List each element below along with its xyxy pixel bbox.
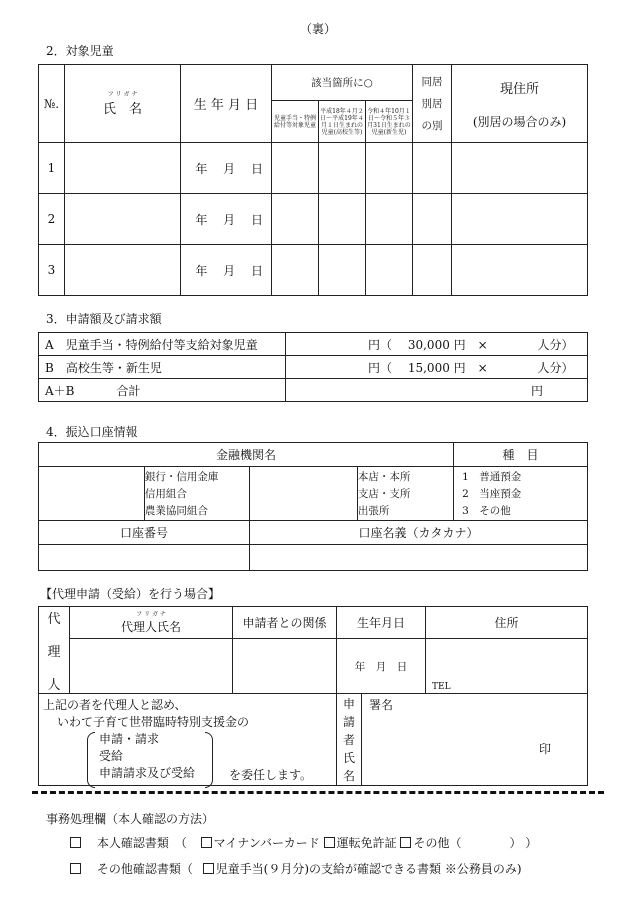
option-child-allowance-doc: 児童手当(９月分)の支給が確認できる書類 ※公務員のみ) (215, 862, 522, 876)
birth-cell[interactable]: 年 月 日 (181, 245, 272, 296)
proxy-address-header: 住所 (426, 607, 588, 639)
applicant-cell (337, 694, 588, 786)
delegation-option[interactable]: 申請・請求 (99, 732, 160, 746)
row-b-unit: 15,000 円 × (407, 360, 488, 375)
account-type-option[interactable]: 1 普通預金 (462, 470, 522, 483)
row-total-label (39, 379, 286, 402)
line1-close: ） (525, 836, 538, 850)
right-brace (205, 732, 213, 788)
col-sub-high-school: 平成18年４月２日～平成19年４月１日生まれの児童(高校生等) (319, 101, 366, 143)
col-address-note: (別居の場合のみ) (472, 114, 567, 129)
bank-name-cell[interactable] (39, 467, 145, 521)
delegation-line2: いわて子育て世帯臨時特別支援金の (57, 715, 250, 729)
checkbox[interactable] (70, 863, 81, 874)
delegation-option[interactable]: 受給 (99, 749, 124, 763)
applicant-char: 名 (342, 768, 355, 783)
branch-name-cell[interactable] (250, 467, 358, 521)
proxy-name-ruby: フ リ ガ ナ (136, 610, 166, 618)
bank-table (38, 442, 588, 571)
identity-doc-label: 本人確認書類 （ (96, 836, 187, 850)
col-sub-child-allowance: 児童手当・特例給付等対象児童 (272, 101, 319, 143)
col-birth: 生 年 月 日 (181, 65, 272, 143)
bank-type-option[interactable]: 信用組合 (144, 487, 187, 500)
target-children-table (38, 64, 588, 296)
check-cell[interactable] (366, 143, 413, 194)
account-number-cell[interactable] (39, 545, 250, 571)
name-cell[interactable] (65, 143, 181, 194)
applicant-char: 請 (342, 714, 355, 729)
branch-type-option[interactable]: 本店・本所 (357, 470, 411, 483)
seal-label: 印 (538, 742, 551, 756)
row-a-yen: 円（ (368, 337, 393, 352)
amount-table (38, 332, 588, 402)
bank-type-options (144, 467, 249, 521)
same-cell[interactable] (413, 194, 452, 245)
same-cell[interactable] (413, 143, 452, 194)
col-applicable: 該当箇所に○ (272, 65, 413, 101)
address-cell[interactable] (452, 194, 588, 245)
check-cell[interactable] (272, 245, 319, 296)
account-name-cell[interactable] (250, 545, 588, 571)
delegation-end: を委任します。 (229, 768, 313, 782)
option-other: その他（ ） (413, 836, 522, 850)
proxy-name-cell[interactable] (70, 639, 233, 694)
account-name-header: 口座名義（カタカナ） (250, 521, 588, 545)
checkbox[interactable] (400, 837, 411, 848)
delegation-options (99, 731, 195, 782)
col-same-line1: 同居 (421, 75, 443, 88)
row-a-unit: 30,000 円 × (407, 337, 488, 352)
proxy-table (38, 606, 588, 786)
proxy-relation-header: 申請者との関係 (233, 607, 337, 639)
row-no: 3 (39, 245, 65, 296)
left-brace (87, 732, 95, 788)
col-address (452, 65, 588, 143)
office-line1 (70, 834, 537, 851)
table-row (39, 194, 588, 245)
option-license: 運転免許証 (336, 836, 397, 850)
row-no: 2 (39, 194, 65, 245)
row-total-amount[interactable]: 円 (286, 379, 588, 402)
row-b-label: B 高校生等・新生児 (39, 356, 286, 379)
checkbox[interactable] (203, 863, 214, 874)
proxy-title: 【代理申請（受給）を行う場合】 (40, 587, 221, 601)
same-cell[interactable] (413, 245, 452, 296)
row-no: 1 (39, 143, 65, 194)
bank-header: 金融機関名 (39, 443, 454, 467)
office-line2 (70, 860, 522, 877)
proxy-name-header (70, 607, 233, 639)
name-cell[interactable] (65, 245, 181, 296)
section4-title: 4．振込口座情報 (46, 425, 138, 439)
delegation-line1: 上記の者を代理人と認め、 (43, 698, 187, 712)
applicant-char: 者 (342, 732, 355, 747)
address-cell[interactable] (452, 245, 588, 296)
address-cell[interactable] (452, 143, 588, 194)
table-row (39, 245, 588, 296)
applicant-char: 申 (342, 696, 355, 711)
checkbox[interactable] (324, 837, 335, 848)
total-label: A＋B (45, 383, 75, 398)
check-cell[interactable] (319, 245, 366, 296)
signature-label: 署名 (369, 698, 394, 712)
checkbox[interactable] (70, 837, 81, 848)
row-a-label: A 児童手当・特例給付等支給対象児童 (39, 333, 286, 356)
check-cell[interactable] (319, 143, 366, 194)
bank-type-option[interactable]: 銀行・信用金庫 (144, 470, 219, 483)
row-b-count: 人分） (537, 360, 574, 375)
col-no: №. (39, 65, 65, 143)
total-word: 合計 (116, 383, 141, 398)
proxy-tel-label: TEL (432, 682, 451, 692)
applicant-char: 氏 (342, 750, 355, 765)
check-cell[interactable] (366, 245, 413, 296)
col-name (65, 65, 181, 143)
applicant-label (337, 694, 362, 785)
bank-type-option[interactable]: 農業協同組合 (144, 504, 208, 517)
row-b-yen: 円（ (368, 360, 393, 375)
col-address-label: 現住所 (499, 81, 539, 97)
section3-title: 3．申請額及び請求額 (46, 312, 162, 326)
proxy-birth-cell[interactable]: 年 月 日 (337, 639, 426, 694)
page-label: （裏） (300, 22, 337, 36)
account-type-options (454, 467, 588, 521)
checkbox[interactable] (201, 837, 212, 848)
office-title: 事務処理欄（本人確認の方法） (46, 812, 215, 826)
col-name-label: 氏 名 (102, 101, 142, 117)
account-type-option[interactable]: 2 当座預金 (462, 487, 522, 500)
branch-type-option[interactable]: 支店・支所 (357, 487, 411, 500)
col-same-or-separate (413, 65, 452, 143)
row-a-count: 人分） (537, 337, 574, 352)
col-name-ruby: フ リ ガ ナ (107, 90, 138, 98)
proxy-char: 人 (47, 677, 61, 693)
proxy-address-cell[interactable] (426, 639, 588, 694)
proxy-name-label: 代理人氏名 (120, 619, 181, 634)
other-doc-label: その他確認書類（ (96, 862, 193, 876)
check-cell[interactable] (366, 194, 413, 245)
account-type-option[interactable]: 3 その他 (462, 504, 511, 517)
check-cell[interactable] (319, 194, 366, 245)
row-b-amount[interactable] (286, 356, 588, 379)
branch-type-option[interactable]: 出張所 (357, 504, 390, 517)
row-a-amount[interactable] (286, 333, 588, 356)
delegation-option[interactable]: 申請請求及び受給 (99, 766, 196, 780)
branch-type-options (357, 467, 453, 521)
birth-cell[interactable]: 年 月 日 (181, 143, 272, 194)
proxy-relation-cell[interactable] (233, 639, 337, 694)
col-same-line3: の別 (421, 119, 443, 132)
proxy-char: 理 (47, 644, 61, 660)
table-row (39, 143, 588, 194)
check-cell[interactable] (272, 194, 319, 245)
proxy-birth-header: 生年月日 (337, 607, 426, 639)
cut-line (32, 791, 604, 794)
type-header: 種 目 (454, 443, 588, 467)
col-sub-newborn: 令和４年10月１日～令和５年３月31日生まれの児童(新生児) (366, 101, 413, 143)
check-cell[interactable] (272, 143, 319, 194)
name-cell[interactable] (65, 194, 181, 245)
account-number-header: 口座番号 (39, 521, 250, 545)
proxy-label-cell (39, 607, 70, 694)
section2-title: 2．対象児童 (46, 44, 114, 58)
option-mynumber: マイナンバーカード (213, 836, 320, 850)
delegation-cell (39, 694, 337, 786)
col-same-line2: 別居 (421, 97, 443, 110)
birth-cell[interactable]: 年 月 日 (181, 194, 272, 245)
proxy-char: 代 (47, 611, 61, 627)
